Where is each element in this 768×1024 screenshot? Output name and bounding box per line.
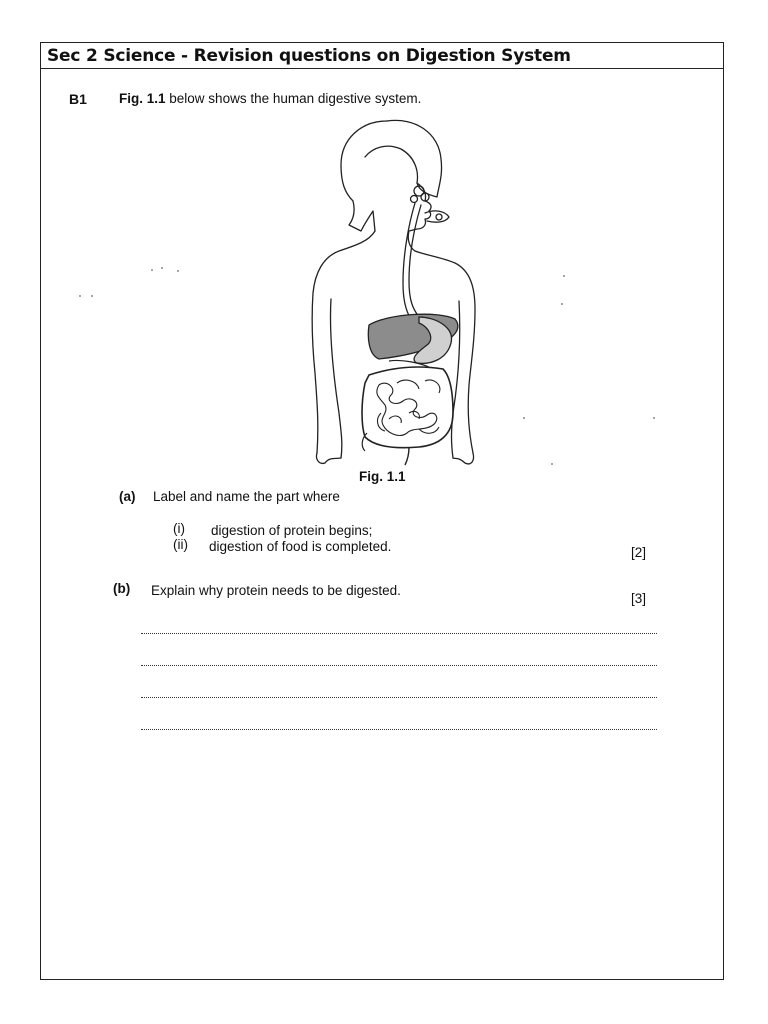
part-b-label: (b) (113, 581, 131, 596)
answer-line[interactable] (141, 729, 657, 730)
part-a-item-num: (i) (173, 521, 185, 536)
answer-line[interactable] (141, 665, 657, 666)
oesophagus (403, 203, 415, 319)
question-intro (119, 91, 421, 106)
fig-reference: Fig. 1.1 (119, 91, 166, 106)
worksheet-header (41, 43, 723, 69)
worksheet-frame (40, 42, 724, 980)
figure-caption: Fig. 1.1 (359, 469, 406, 484)
question-intro-text: below shows the human digestive system. (169, 91, 422, 106)
torso-left (312, 231, 375, 453)
digestive-system-figure (269, 113, 509, 468)
part-b-text: Explain why protein needs to be digested. (151, 583, 401, 598)
part-a-item-text: digestion of protein begins; (211, 523, 373, 538)
large-intestine (362, 367, 453, 448)
hair-outline (365, 120, 442, 197)
question-number: B1 (69, 91, 87, 107)
part-b-marks: [3] (631, 591, 647, 606)
answer-line[interactable] (141, 697, 657, 698)
head-outline (341, 121, 387, 231)
part-a-item-text: digestion of food is completed. (209, 539, 392, 554)
worksheet-title: Sec 2 Science - Revision questions on Digestion System (47, 46, 571, 66)
part-a-label: (a) (119, 489, 136, 504)
part-a-text: Label and name the part where (153, 489, 340, 504)
part-a-marks: [2] (631, 545, 647, 560)
part-a-item-num: (ii) (173, 537, 188, 552)
answer-line[interactable] (141, 633, 657, 634)
small-intestine (377, 383, 437, 435)
